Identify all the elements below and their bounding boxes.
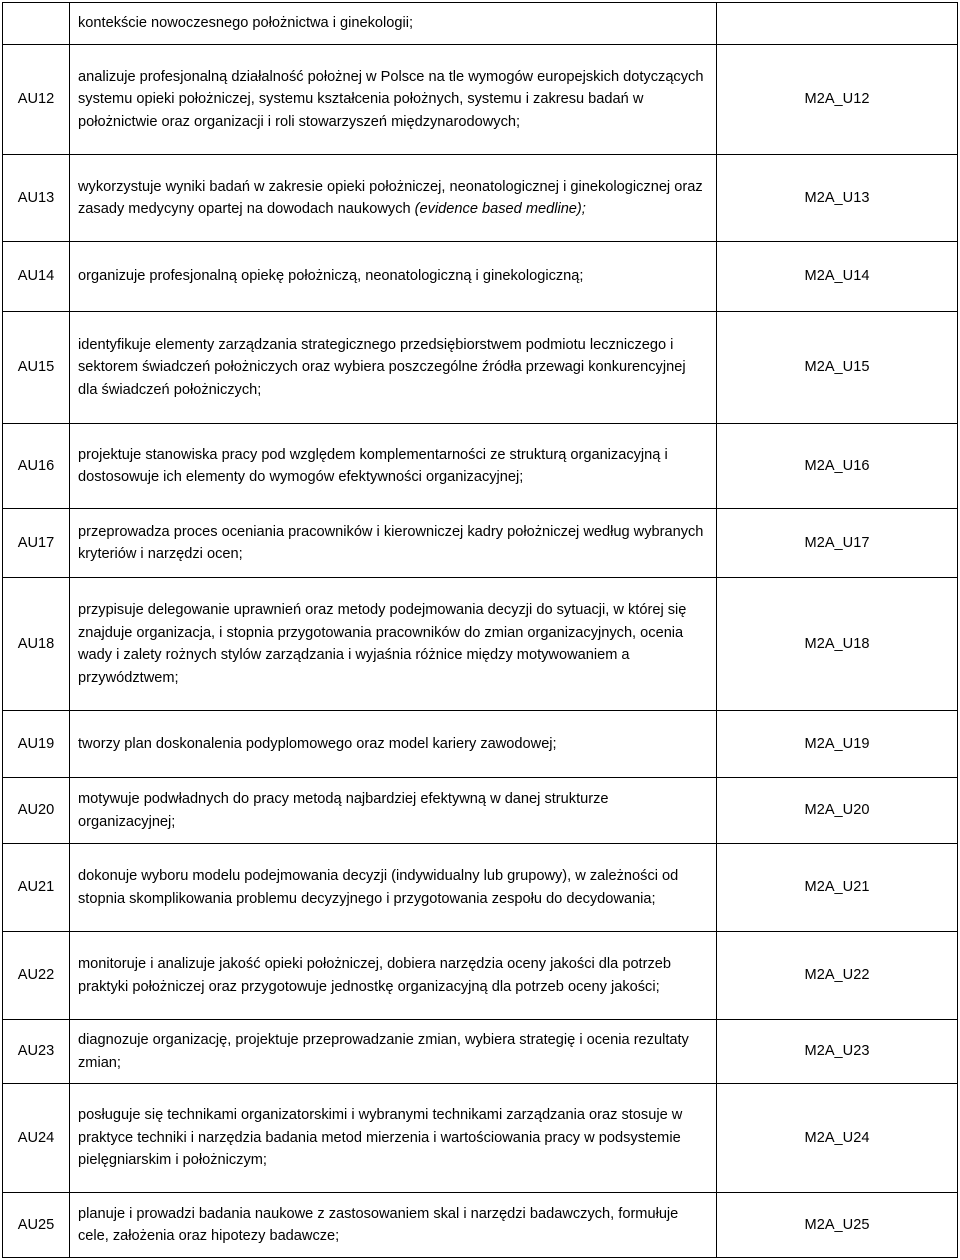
outcome-code: AU13 xyxy=(3,155,70,242)
outcome-description: analizuje profesjonalną działalność położnej w Polsce na tle wymogów europejskich dotyczących systemu opieki położniczej, systemu kształcenia położnych, systemu i zakresu badań w położnictwie oraz organizacji i roli stowarzyszeń międzynarodowych; xyxy=(70,45,717,155)
outcome-description: planuje i prowadzi badania naukowe z zastosowaniem skal i narzędzi badawczych, formułuje cele, założenia oraz hipotezy badawcze; xyxy=(70,1193,717,1258)
outcome-reference: M2A_U13 xyxy=(717,155,958,242)
table-row xyxy=(3,711,958,778)
table-row xyxy=(3,45,958,155)
outcome-reference: M2A_U25 xyxy=(717,1193,958,1258)
outcome-reference: M2A_U18 xyxy=(717,578,958,711)
table-row xyxy=(3,509,958,578)
outcome-code: AU19 xyxy=(3,711,70,778)
table-row xyxy=(3,578,958,711)
outcome-code: AU15 xyxy=(3,312,70,424)
outcome-description: diagnozuje organizację, projektuje przeprowadzanie zmian, wybiera strategię i ocenia rezultaty zmian; xyxy=(70,1020,717,1084)
outcome-description: przeprowadza proces oceniania pracowników i kierowniczej kadry położniczej według wybranych kryteriów i narzędzi ocen; xyxy=(70,509,717,578)
outcome-description: przypisuje delegowanie uprawnień oraz metody podejmowania decyzji do sytuacji, w której się znajduje organizacja, i stopnia przygotowania pracowników do zmian organizacyjnych, ocenia wady i zalety rożnych stylów zarządzania i wyjaśnia różnice między motywowaniem a przywództwem; xyxy=(70,578,717,711)
table-row xyxy=(3,844,958,932)
table-row xyxy=(3,155,958,242)
table-row xyxy=(3,312,958,424)
outcome-reference: M2A_U12 xyxy=(717,45,958,155)
table-row xyxy=(3,778,958,844)
outcome-reference: M2A_U19 xyxy=(717,711,958,778)
learning-outcomes-table xyxy=(2,2,958,1258)
outcome-description xyxy=(70,155,717,242)
outcome-reference: M2A_U16 xyxy=(717,424,958,509)
outcome-code: AU17 xyxy=(3,509,70,578)
outcome-description-text: wykorzystuje wyniki badań w zakresie opieki położniczej, neonatologicznej i ginekologicznej oraz zasady medycyny opartej na dowodach naukowych xyxy=(78,178,703,217)
table-row xyxy=(3,1084,958,1193)
outcome-code: AU24 xyxy=(3,1084,70,1193)
outcome-reference: M2A_U21 xyxy=(717,844,958,932)
outcome-code: AU12 xyxy=(3,45,70,155)
outcome-code xyxy=(3,3,70,45)
outcome-reference: M2A_U24 xyxy=(717,1084,958,1193)
outcome-description: tworzy plan doskonalenia podyplomowego oraz model kariery zawodowej; xyxy=(70,711,717,778)
outcome-code: AU20 xyxy=(3,778,70,844)
outcome-code: AU22 xyxy=(3,932,70,1020)
outcome-description: posługuje się technikami organizatorskimi i wybranymi technikami zarządzania oraz stosuje w praktyce techniki i narzędzia badania metod mierzenia i wartościowania pracy w podsystemie pielęgniarskim i położniczym; xyxy=(70,1084,717,1193)
outcome-description: kontekście nowoczesnego położnictwa i ginekologii; xyxy=(70,3,717,45)
outcome-code: AU14 xyxy=(3,242,70,312)
outcome-description: identyfikuje elementy zarządzania strategicznego przedsiębiorstwem podmiotu leczniczego i sektorem świadczeń położniczych oraz wybiera poszczególne źródła przewagi konkurencyjnej dla świadczeń położniczych; xyxy=(70,312,717,424)
table-row xyxy=(3,3,958,45)
outcome-description: projektuje stanowiska pracy pod względem komplementarności ze strukturą organizacyjną i dostosowuje ich elementy do wymogów efektywności organizacyjnej; xyxy=(70,424,717,509)
outcome-reference xyxy=(717,3,958,45)
outcome-reference: M2A_U14 xyxy=(717,242,958,312)
outcome-description: monitoruje i analizuje jakość opieki położniczej, dobiera narzędzia oceny jakości dla potrzeb praktyki położniczej oraz przygotowuje jednostkę organizacyjną dla potrzeb oceny jakości; xyxy=(70,932,717,1020)
outcome-reference: M2A_U17 xyxy=(717,509,958,578)
outcome-code: AU21 xyxy=(3,844,70,932)
outcome-reference: M2A_U23 xyxy=(717,1020,958,1084)
outcome-description: motywuje podwładnych do pracy metodą najbardziej efektywną w danej strukturze organizacyjnej; xyxy=(70,778,717,844)
outcome-code: AU18 xyxy=(3,578,70,711)
outcome-description: organizuje profesjonalną opiekę położniczą, neonatologiczną i ginekologiczną; xyxy=(70,242,717,312)
table-row xyxy=(3,1020,958,1084)
outcome-reference: M2A_U20 xyxy=(717,778,958,844)
outcome-code: AU23 xyxy=(3,1020,70,1084)
table-row xyxy=(3,424,958,509)
outcome-description: dokonuje wyboru modelu podejmowania decyzji (indywidualny lub grupowy), w zależności od stopnia skomplikowania problemu decyzyjnego i przygotowania zespołu do decydowania; xyxy=(70,844,717,932)
table-row xyxy=(3,932,958,1020)
table-row xyxy=(3,1193,958,1258)
outcome-code: AU16 xyxy=(3,424,70,509)
outcome-reference: M2A_U15 xyxy=(717,312,958,424)
outcome-description-italic: (evidence based medline); xyxy=(414,201,586,217)
outcome-code: AU25 xyxy=(3,1193,70,1258)
outcome-reference: M2A_U22 xyxy=(717,932,958,1020)
table-row xyxy=(3,242,958,312)
